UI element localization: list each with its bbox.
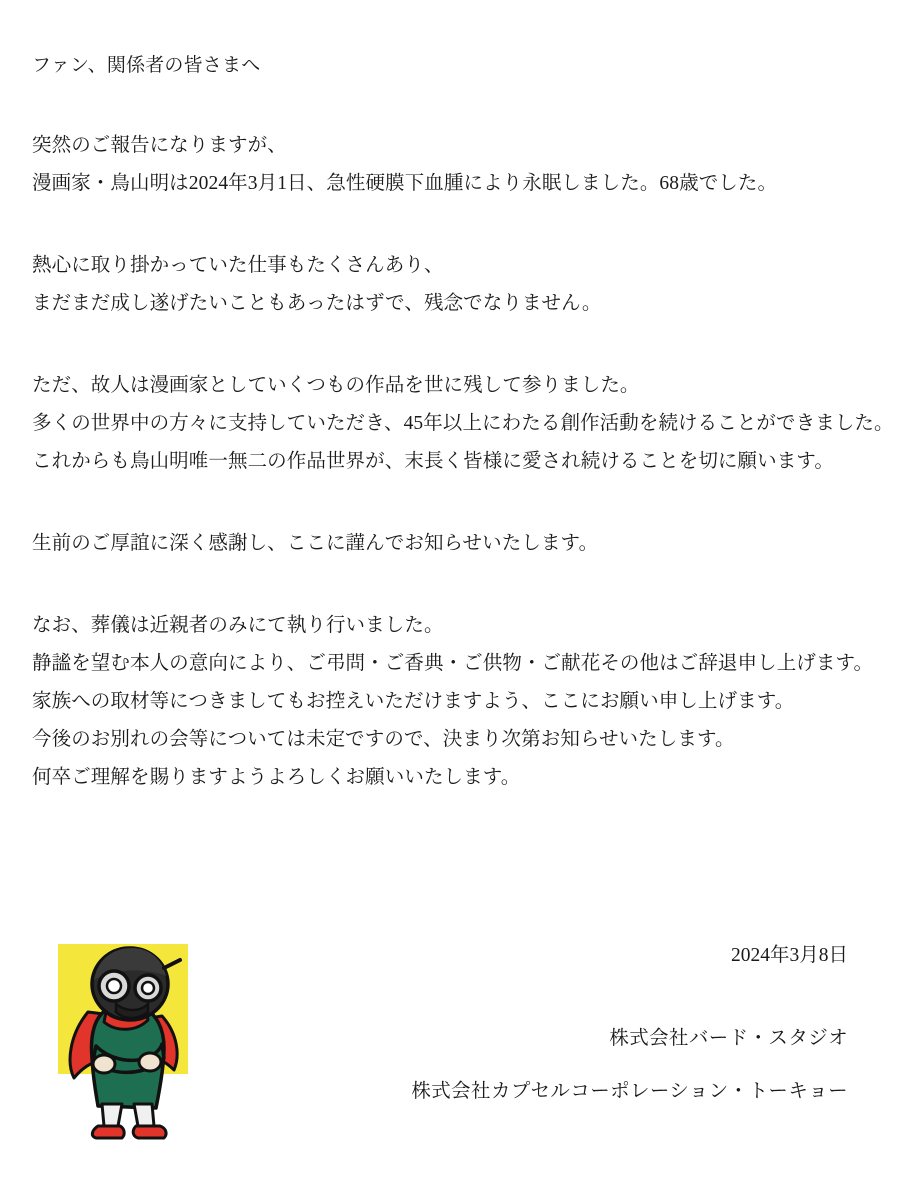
salutation: ファン、関係者の皆さまへ [32,55,261,76]
bird-studio-robot-logo-icon [44,938,224,1150]
paragraph-5 [32,607,874,797]
signature-block [288,940,848,1108]
signature-date: 2024年3月8日 [730,945,848,966]
paragraph-line: なお、葬儀は近親者のみにて執り行いました。 [32,614,444,636]
paragraph-line: 何卒ご理解を賜りますようよろしくお願いいたします。 [32,766,521,788]
paragraph-line: まだまだ成し遂げたいこともあったはずで、残念でなりません。 [32,292,602,314]
paragraph-line: 今後のお別れの会等については未定ですので、決まり次第お知らせいたします。 [32,728,735,750]
paragraph-1 [32,127,848,203]
paragraph-line: 家族への取材等につきましてもお控えいただけますよう、ここにお願い申し上げます。 [32,690,795,712]
paragraph-line: 熱心に取り掛かっていた仕事もたくさんあり、 [32,254,444,276]
paragraph-line: ただ、故人は漫画家としていくつもの作品を世に残して参りました。 [32,374,640,396]
paragraph-line: 突然のご報告になりますが、 [32,134,287,156]
paragraph-line: これからも鳥山明唯一無二の作品世界が、末長く皆様に愛され続けることを切に願います。 [32,450,834,472]
signature-names [288,1023,848,1107]
signature-company: 株式会社カプセルコーポレーション・トーキョー [411,1081,848,1103]
paragraph-line: 生前のご厚誼に深く感謝し、ここに謹んでお知らせいたします。 [32,532,599,554]
paragraph-2 [32,247,848,323]
paragraph-line: 多くの世界中の方々に支持していただき、45年以上にわたる創作活動を続けることができました。 [32,412,894,434]
signature-company: 株式会社バード・スタジオ [609,1028,848,1050]
paragraph-line: 静謐を望む本人の意向により、ご弔問・ご香典・ご供物・ご献花その他はご辞退申し上げます。 [32,652,874,674]
paragraph-4 [32,525,848,563]
paragraph-3 [32,367,894,481]
paragraph-line: 漫画家・鳥山明は2024年3月1日、急性硬膜下血腫により永眠しました。68歳でした。 [32,172,778,194]
